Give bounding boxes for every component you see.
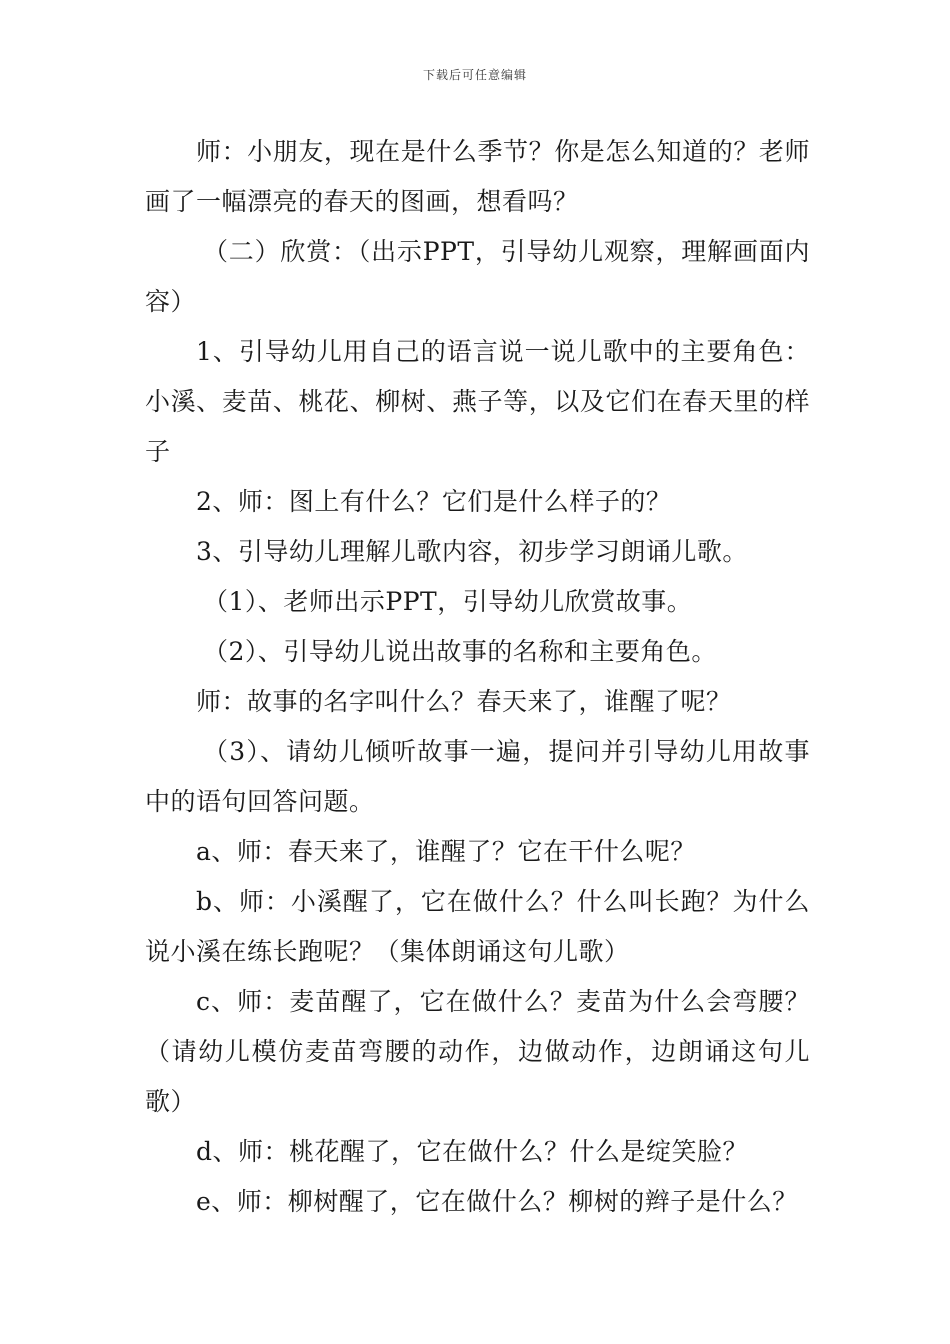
- paragraph-question-e: e、师：柳树醒了，它在做什么？柳树的辫子是什么？: [196, 1187, 798, 1216]
- paragraph-substep-1: （1）、老师出示PPT，引导幼儿欣赏故事。: [203, 587, 693, 616]
- document-body: [145, 127, 810, 1227]
- paragraph-intro-question: 师：小朋友，现在是什么季节？你是怎么知道的？老师画了一幅漂亮的春天的图画，想看吗？: [145, 137, 810, 216]
- paragraph-step-1: 1、引导幼儿用自己的语言说一说儿歌中的主要角色：小溪、麦苗、桃花、柳树、燕子等，以及它们在春天里的样子: [145, 337, 810, 466]
- paragraph-step-2: 2、师：图上有什么？它们是什么样子的？: [196, 487, 672, 516]
- paragraph-story-name-question: 师：故事的名字叫什么？春天来了，谁醒了呢？: [196, 687, 732, 716]
- paragraph-question-a: a、师：春天来了，谁醒了？它在干什么呢？: [196, 837, 696, 866]
- paragraph-question-c: c、师：麦苗醒了，它在做什么？麦苗为什么会弯腰？（请幼儿模仿麦苗弯腰的动作，边做动作，边朗诵这句儿歌）: [145, 987, 810, 1116]
- paragraph-substep-3: （3）、请幼儿倾听故事一遍，提问并引导幼儿用故事中的语句回答问题。: [145, 737, 810, 816]
- paragraph-question-b: b、师：小溪醒了，它在做什么？什么叫长跑？为什么说小溪在练长跑呢？（集体朗诵这句儿歌）: [145, 887, 810, 966]
- page-header-note: 下载后可任意编辑: [422, 68, 527, 82]
- paragraph-question-d: d、师：桃花醒了，它在做什么？什么是绽笑脸？: [196, 1137, 749, 1166]
- paragraph-substep-2: （2）、引导幼儿说出故事的名称和主要角色。: [203, 637, 717, 666]
- paragraph-step-3: 3、引导幼儿理解儿歌内容，初步学习朗诵儿歌。: [196, 537, 748, 566]
- paragraph-section-appreciation: （二）欣赏：（出示PPT，引导幼儿观察，理解画面内容）: [145, 237, 810, 316]
